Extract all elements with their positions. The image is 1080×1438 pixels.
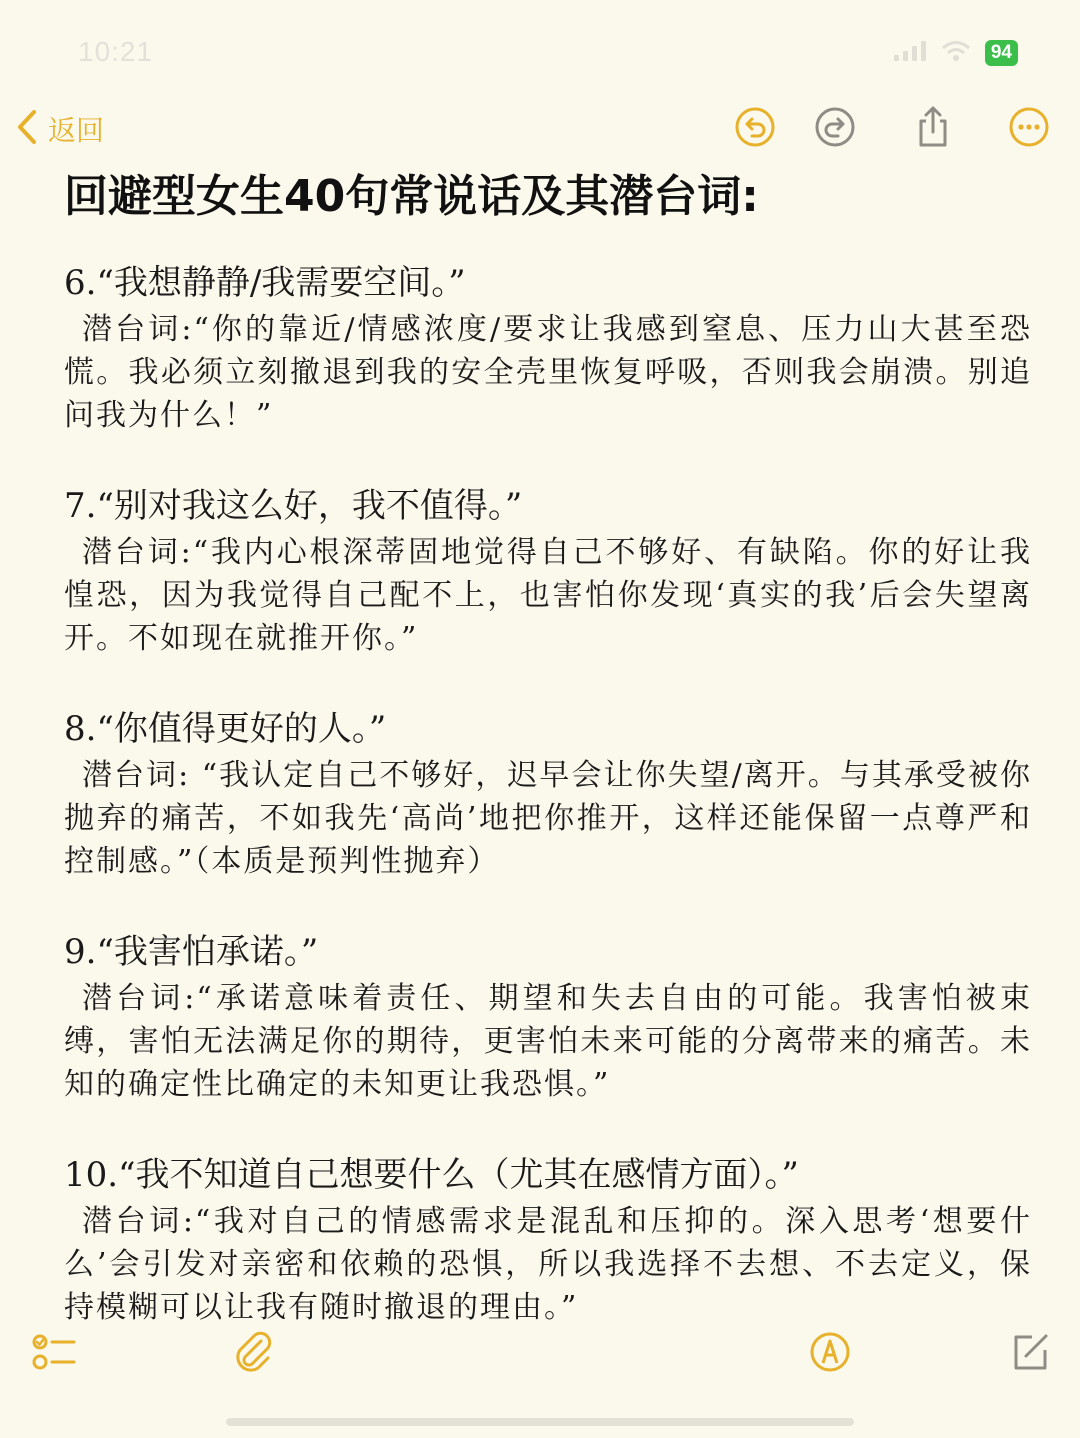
entry-phrase: 8.“你值得更好的人。” [64, 709, 387, 749]
more-icon [1008, 106, 1050, 152]
entry-subtext: 潜台词:“我对自己的情感需求是混乱和压抑的。深入思考‘想要什么’会引发对亲密和依赖的恐惧，所以我选择不去想、不去定义，保持模糊可以让我有随时撤退的理由。” [64, 1204, 1032, 1325]
note-entry [64, 481, 1032, 660]
entry-phrase: 6.“我想静静/我需要空间。” [64, 263, 466, 303]
battery-icon: 94 [985, 40, 1018, 66]
entry-subtext: 潜台词: “我认定自己不够好，迟早会让你失望/离开。与其承受被你抛弃的痛苦，不如我先‘高尚’地把你推开，这样还能保留一点尊严和控制感。”（本质是预判性抛弃） [64, 758, 1032, 879]
entry-subtext: 潜台词:“我内心根深蒂固地觉得自己不够好、有缺陷。你的好让我惶恐，因为我觉得自己配不上，也害怕你发现‘真实的我’后会失望离开。不如现在就推开你。” [64, 535, 1032, 656]
attachment-button[interactable] [228, 1328, 280, 1380]
redo-icon [814, 106, 856, 152]
more-button[interactable] [1006, 106, 1052, 152]
note-body[interactable] [64, 258, 1032, 1373]
note-entry [64, 258, 1032, 437]
undo-icon [734, 106, 776, 152]
chevron-left-icon [12, 108, 42, 150]
status-time: 10:21 [78, 36, 154, 67]
note-entry [64, 927, 1032, 1106]
compose-icon [1008, 1330, 1052, 1378]
note-title[interactable]: 回避型女生40句常说话及其潜台词: [64, 171, 759, 222]
entry-phrase: 7.“别对我这么好，我不值得。” [64, 486, 523, 526]
entry-subtext: 潜台词:“承诺意味着责任、期望和失去自由的可能。我害怕被束缚，害怕无法满足你的期待，更害怕未来可能的分离带来的痛苦。未知的确定性比确定的未知更让我恐惧。” [64, 981, 1032, 1102]
attachment-icon [231, 1329, 277, 1379]
signal-icon [893, 40, 927, 66]
back-button[interactable] [12, 108, 104, 150]
markup-icon [808, 1330, 852, 1378]
entry-phrase: 10.“我不知道自己想要什么（尤其在感情方面）。” [64, 1155, 799, 1195]
checklist-icon [30, 1330, 78, 1378]
nav-bar [0, 100, 1080, 160]
undo-button[interactable] [732, 106, 778, 152]
share-button[interactable] [910, 106, 956, 152]
status-bar [0, 0, 1080, 100]
entry-phrase: 9.“我害怕承诺。” [64, 932, 319, 972]
note-entry [64, 704, 1032, 883]
note-entry [64, 1150, 1032, 1329]
back-label: 返回 [48, 114, 105, 147]
compose-button[interactable] [1004, 1328, 1056, 1380]
wifi-icon [941, 40, 971, 66]
bottom-toolbar [0, 1320, 1080, 1390]
markup-button[interactable] [804, 1328, 856, 1380]
checklist-button[interactable] [28, 1328, 80, 1380]
home-indicator [226, 1418, 854, 1426]
redo-button[interactable] [812, 106, 858, 152]
entry-subtext: 潜台词:“你的靠近/情感浓度/要求让我感到窒息、压力山大甚至恐慌。我必须立刻撤退到我的安全壳里恢复呼吸，否则我会崩溃。别追问我为什么！” [64, 312, 1032, 433]
share-icon [913, 105, 953, 153]
status-icons [893, 40, 1018, 66]
